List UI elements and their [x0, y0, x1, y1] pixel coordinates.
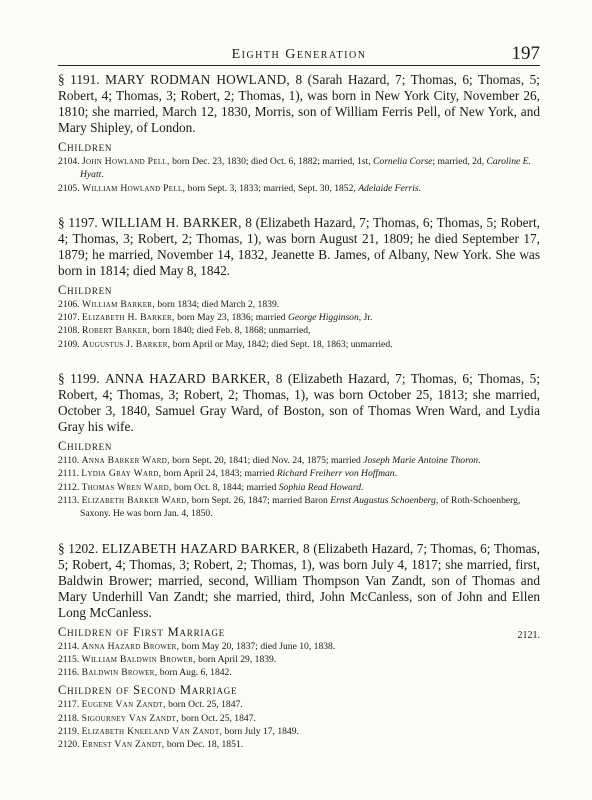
- child-item: [58, 454, 540, 467]
- child-item: [58, 494, 540, 521]
- generation-title: Eighth Generation: [231, 47, 367, 62]
- child-id: 2106.: [58, 298, 80, 310]
- children-heading: Children of First Marriage: [58, 624, 226, 639]
- child-item: [58, 338, 540, 351]
- child-id: 2119.: [58, 726, 80, 738]
- child-name: Elizabeth H. Barker,: [82, 312, 175, 324]
- child-item: [58, 155, 540, 182]
- entry-body: 8 (Elizabeth Hazard, 7; Thomas, 6; Thomas, 5; Robert, 4; Thomas, 3; Robert, 2; Thomas, 1), was born October 25, 1813; she married, October 3, 1840, Samuel Gray Ward, of Boston, son of Thomas Wren Ward, and Lydia Gray his wife.: [58, 371, 541, 435]
- entry-number: § 1199.: [58, 371, 100, 387]
- child-id: 2107.: [58, 312, 80, 324]
- spouse-name: Cornelia Corse: [373, 156, 433, 167]
- child-id: 2113.: [58, 494, 80, 506]
- child-id: 2114.: [58, 640, 80, 652]
- child-name: John Howland Pell,: [82, 156, 170, 167]
- child-id: 2111.: [58, 468, 79, 480]
- page-number: 197: [511, 43, 540, 64]
- child-id: 2117.: [58, 699, 80, 711]
- entry-number: § 1191.: [58, 72, 100, 87]
- entry-paragraph: [58, 541, 540, 621]
- child-detail: ; married, 2d,: [432, 156, 487, 167]
- child-detail: born May 20, 1837; died June 10, 1838.: [179, 640, 336, 652]
- child-id: 2115.: [58, 653, 80, 665]
- child-detail: , Jr.: [358, 312, 373, 324]
- child-detail: born Oct. 25, 1847.: [178, 712, 256, 724]
- child-item: [58, 725, 540, 738]
- child-name: Anna Hazard Brower,: [81, 640, 180, 652]
- entry-paragraph: [58, 215, 540, 279]
- entry-person-name: ANNA HAZARD BARKER,: [105, 371, 271, 387]
- child-detail: born May 23, 1836; married: [174, 312, 288, 324]
- running-header: [58, 44, 540, 64]
- child-detail: born Aug. 6, 1842.: [157, 667, 232, 679]
- genealogy-entry: [58, 215, 540, 351]
- child-detail: born April 29, 1839.: [195, 653, 277, 665]
- catchword: 2121.: [517, 630, 540, 641]
- child-id: 2108.: [58, 325, 80, 337]
- child-id: 2110.: [58, 455, 80, 467]
- child-item: [58, 467, 540, 480]
- child-id: 2118.: [58, 712, 80, 724]
- child-id: 2105.: [58, 182, 80, 194]
- entry-number: § 1197.: [58, 214, 98, 230]
- child-detail: , of Roth-Schoenberg, Saxony. He was born Jan. 4, 1850.: [80, 494, 521, 520]
- child-item: [58, 182, 540, 195]
- spouse-name: Richard Freiherr von Hoffman: [276, 468, 395, 480]
- child-name: Ernest Van Zandt,: [82, 739, 165, 751]
- child-name: Lydia Gray Ward,: [81, 468, 162, 480]
- child-name: William Baldwin Brower,: [81, 653, 196, 665]
- spouse-name: Ernst Augustus Schoenberg: [330, 494, 436, 506]
- spouse-name: Caroline E. Hyatt: [80, 156, 531, 181]
- child-name: Baldwin Brower,: [81, 667, 158, 679]
- child-detail: born Dec. 18, 1851.: [164, 739, 244, 751]
- header-rule: [58, 65, 540, 66]
- child-name: Augustus J. Barker,: [82, 338, 171, 350]
- child-detail: born Oct. 25, 1847.: [165, 699, 243, 711]
- child-detail: born July 17, 1849.: [222, 726, 299, 738]
- child-item: [58, 653, 540, 666]
- child-id: 2112.: [58, 481, 80, 493]
- entry-paragraph: [58, 72, 540, 136]
- child-item: [58, 298, 540, 311]
- child-item: [58, 666, 540, 679]
- child-item: [58, 481, 540, 494]
- spouse-name: George Higginson: [287, 312, 359, 324]
- genealogy-entry: [58, 541, 540, 752]
- child-detail: born April or May, 1842; died Sept. 18, 1863; unmarried.: [170, 338, 393, 350]
- entry-person-name: ELIZABETH HAZARD BARKER,: [101, 540, 300, 556]
- children-heading: Children: [58, 140, 113, 154]
- child-name: William Barker,: [82, 298, 155, 310]
- child-detail: born 1840; died Feb. 8, 1868; unmarried,: [150, 325, 311, 337]
- entry-body: 8 (Sarah Hazard, 7; Thomas, 6; Thomas, 5; Robert, 4; Thomas, 3; Robert, 2; Thomas, 1), was born in New York City, November 26, 1810; she married, March 12, 1830, Morris, son of William Ferris Pell, of New York, and Mary Shipley, of London.: [58, 72, 540, 135]
- child-detail: .: [394, 468, 398, 480]
- genealogy-entry: [58, 371, 540, 520]
- entry-person-name: MARY RODMAN HOWLAND,: [105, 72, 290, 87]
- entry-body: 8 (Elizabeth Hazard, 7; Thomas, 6; Thomas, 5; Robert, 4; Thomas, 3; Robert, 2; Thomas, 1), was born July 4, 1817; she married, first, Baldwin Brower; married, second, William Thompson Van Zandt, son of Thomas and Mary Underhill Van Zandt; she married, third, John McCanless, son of John and Ellen Long McCanless.: [58, 540, 540, 620]
- child-name: Anna Barker Ward,: [81, 455, 170, 467]
- genealogy-entry: [58, 72, 540, 195]
- children-heading: Children: [58, 282, 113, 297]
- child-name: Elizabeth Barker Ward,: [81, 494, 190, 506]
- child-id: 2104.: [58, 156, 80, 167]
- children-heading: Children of Second Marriage: [58, 683, 238, 698]
- child-detail: born 1834; died March 2, 1839.: [154, 298, 280, 310]
- entries-container: [58, 72, 540, 772]
- child-detail: .: [478, 455, 481, 467]
- child-name: Sigourney Van Zandt,: [81, 712, 179, 724]
- entry-number: § 1202.: [58, 540, 99, 556]
- entry-person-name: WILLIAM H. BARKER,: [101, 214, 242, 230]
- child-item: [58, 324, 540, 337]
- child-item: [58, 311, 540, 324]
- child-name: Robert Barker,: [82, 325, 151, 337]
- child-detail: .: [101, 169, 104, 181]
- child-item: [58, 698, 540, 711]
- child-name: Eugene Van Zandt,: [81, 699, 166, 711]
- child-detail: born Sept. 3, 1833; married, Sept. 30, 1852,: [185, 182, 359, 194]
- child-item: [58, 712, 540, 725]
- spouse-name: Sophia Read Howard: [278, 481, 361, 493]
- child-detail: born Oct. 8, 1844; married: [171, 481, 279, 493]
- child-detail: .: [361, 481, 364, 493]
- child-name: Elizabeth Kneeland Van Zandt,: [81, 726, 223, 738]
- entry-body: 8 (Elizabeth Hazard, 7; Thomas, 6; Thomas, 5; Robert, 4; Thomas, 3; Robert, 2; Thomas, 1), was born August 21, 1809; he died September 17, 1879; he married, November 14, 1832, Jeanette B. James, of Albany, New York. She was born in 1814; died May 8, 1842.: [58, 214, 541, 278]
- child-id: 2109.: [58, 338, 80, 350]
- child-detail: .: [418, 182, 422, 194]
- entry-paragraph: [58, 371, 540, 435]
- child-item: [58, 640, 540, 653]
- child-name: Thomas Wren Ward,: [81, 481, 172, 493]
- child-detail: born Sept. 26, 1847; married Baron: [189, 494, 331, 506]
- child-id: 2120.: [58, 739, 80, 751]
- child-detail: born Sept. 20, 1841; died Nov. 24, 1875; married: [169, 455, 364, 467]
- child-id: 2116.: [58, 667, 80, 679]
- child-name: William Howland Pell,: [82, 182, 186, 194]
- child-item: [58, 738, 540, 751]
- spouse-name: Joseph Marie Antoine Thoron: [363, 455, 479, 467]
- child-detail: born Dec. 23, 1830; died Oct. 6, 1882; married, 1st,: [169, 156, 373, 167]
- children-heading: Children: [58, 439, 113, 454]
- spouse-name: Adelaide Ferris: [358, 182, 419, 194]
- child-detail: born April 24, 1843; married: [161, 468, 277, 480]
